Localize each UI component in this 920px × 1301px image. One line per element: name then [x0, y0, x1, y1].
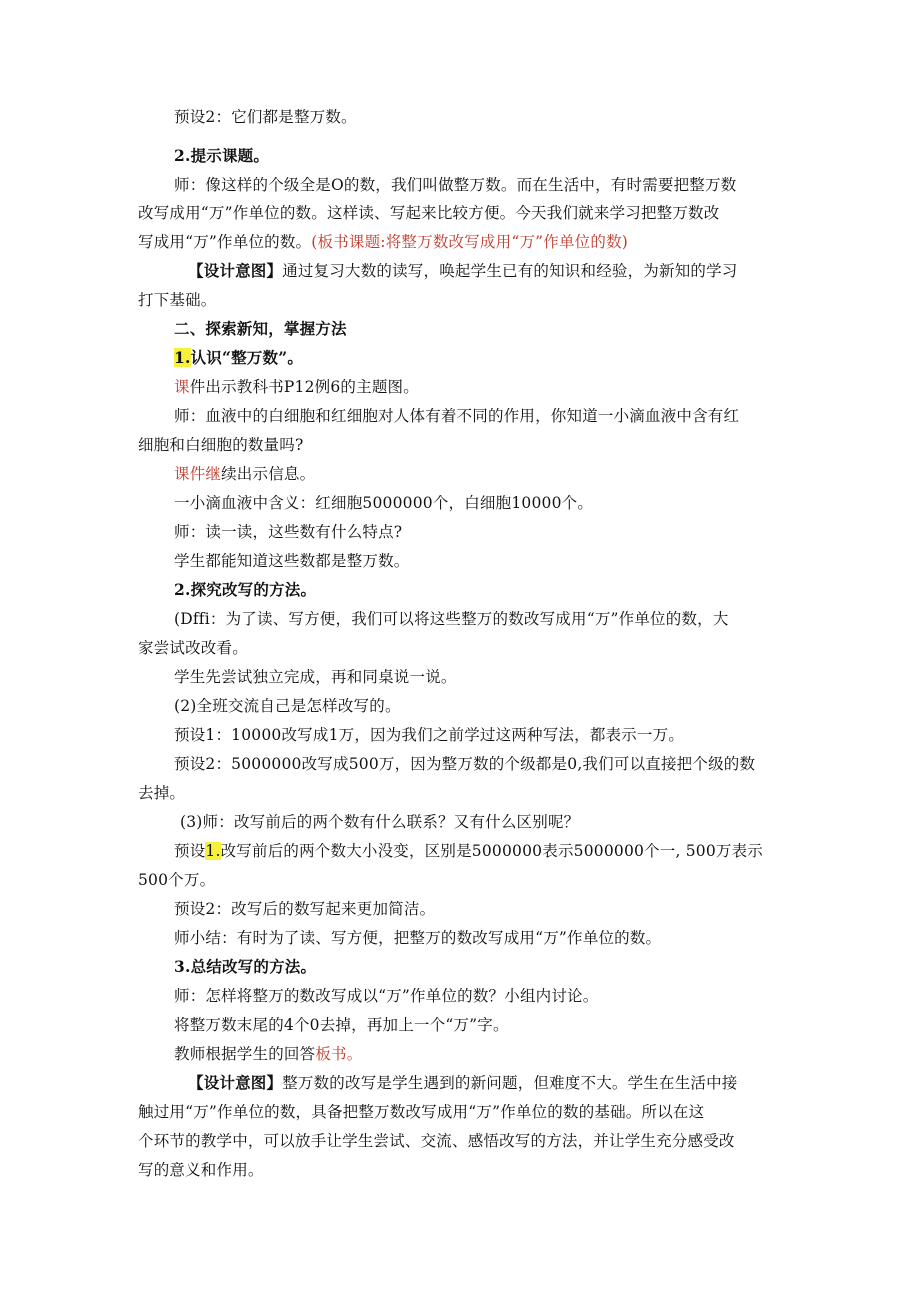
- paragraph-text: 件出示教科书P12例6的主题图。: [189, 378, 419, 396]
- subsection-text: 认识“整万数”。: [190, 348, 304, 367]
- paragraph-line: 打下基础。: [138, 291, 217, 309]
- paragraph-line: 细胞和白细胞的数量吗?: [138, 436, 304, 454]
- paragraph-line: [138, 231, 798, 253]
- paragraph-line: 改写成用“万”作单位的数。这样读、写起来比较方便。今天我们就来学习把整万数改: [138, 204, 720, 222]
- design-intent-line: [188, 260, 848, 282]
- preset-line: 预设2：改写后的数写起来更加简洁。: [174, 900, 436, 918]
- courseware-line: [174, 376, 834, 398]
- paragraph-line: 学生都能知道这些数都是整万数。: [174, 552, 410, 570]
- board-note: 板书。: [315, 1045, 363, 1063]
- paragraph-line: 个环节的教学中，可以放手让学生尝试、交流、感悟改写的方法，并让学生充分感受改: [138, 1132, 735, 1150]
- paragraph-text: 续出示信息。: [221, 465, 316, 483]
- paragraph-line: 写的意义和作用。: [138, 1161, 264, 1179]
- paragraph-line: 500个万。: [138, 871, 216, 889]
- paragraph-text: 改写前后的两个数大小没变，区别是5000000表示5000000个一, 500万表示: [220, 842, 764, 860]
- design-intent-label: 【设计意图】: [188, 261, 283, 280]
- paragraph-line: [174, 1043, 834, 1065]
- paragraph-line: 师：像这样的个级全是O的数，我们叫做整万数。而在生活中，有时需要把整万数: [174, 176, 737, 194]
- paragraph-text: 教师根据学生的回答: [174, 1045, 316, 1063]
- paragraph-line: (3)师：改写前后的两个数有什么联系？又有什么区别呢？: [180, 813, 580, 831]
- preset-label: 预设: [174, 842, 206, 860]
- paragraph-line: 师：读一读，这些数有什么特点?: [174, 523, 403, 541]
- section-heading: 2.提示课题。: [174, 146, 270, 165]
- highlight-mark: 1.: [174, 348, 191, 367]
- subsection-heading: 2.探究改写的方法。: [174, 580, 317, 599]
- design-intent-text: 通过复习大数的读写，唤起学生已有的知识和经验，为新知的学习: [282, 262, 738, 280]
- paragraph-text: 写成用“万”作单位的数。: [138, 233, 312, 251]
- courseware-note: 课件继: [174, 465, 222, 483]
- paragraph-line: 触过用“万”作单位的数，具备把整万数改写成用“万”作单位的数的基础。所以在这: [138, 1103, 705, 1121]
- preset-line: 预设2：5000000改写成500万，因为整万数的个级都是0,我们可以直接把个级的数: [174, 755, 756, 773]
- preset-line: 预设1：10000改写成1万，因为我们之前学过这两种写法，都表示一万。: [174, 726, 685, 744]
- paragraph-line: 师小结：有时为了读、写方便，把整万的数改写成用“万”作单位的数。: [174, 929, 662, 947]
- paragraph-line: 一小滴血液中含义：红细胞5000000个，白细胞10000个。: [174, 494, 594, 512]
- subsection-heading: [174, 347, 834, 369]
- design-intent-text: 整万数的改写是学生遇到的新问题，但难度不大。学生在生活中接: [282, 1074, 738, 1092]
- section-heading: 二、探索新知，掌握方法: [174, 319, 347, 338]
- paragraph-line: (Dffi：为了读、写方便，我们可以将这些整万的数改写成用“万”作单位的数，大: [174, 610, 729, 628]
- subsection-heading: 3.总结改写的方法。: [174, 957, 317, 976]
- board-note: (板书课题:将整万数改写成用“万”作单位的数): [311, 233, 629, 251]
- paragraph-line: 去掉。: [138, 784, 186, 802]
- preset-line: [174, 840, 834, 862]
- courseware-line: [174, 463, 834, 485]
- paragraph-line: 师：血液中的白细胞和红细胞对人体有着不同的作用，你知道一小滴血液中含有红: [174, 407, 740, 425]
- preset-line: 预设2：它们都是整万数。: [174, 108, 357, 126]
- paragraph-line: 师：怎样将整万的数改写成以“万”作单位的数？小组内讨论。: [174, 987, 599, 1005]
- courseware-note: 课: [174, 378, 190, 396]
- highlight-mark: 1.: [205, 842, 221, 860]
- paragraph-line: 家尝试改改看。: [138, 639, 248, 657]
- paragraph-line: 将整万数末尾的4个0去掉，再加上一个“万”字。: [174, 1016, 509, 1034]
- paragraph-line: (2)全班交流自己是怎样改写的。: [174, 697, 401, 715]
- paragraph-line: 学生先尝试独立完成，再和同桌说一说。: [174, 668, 457, 686]
- design-intent-line: [188, 1072, 848, 1094]
- design-intent-label: 【设计意图】: [188, 1073, 283, 1092]
